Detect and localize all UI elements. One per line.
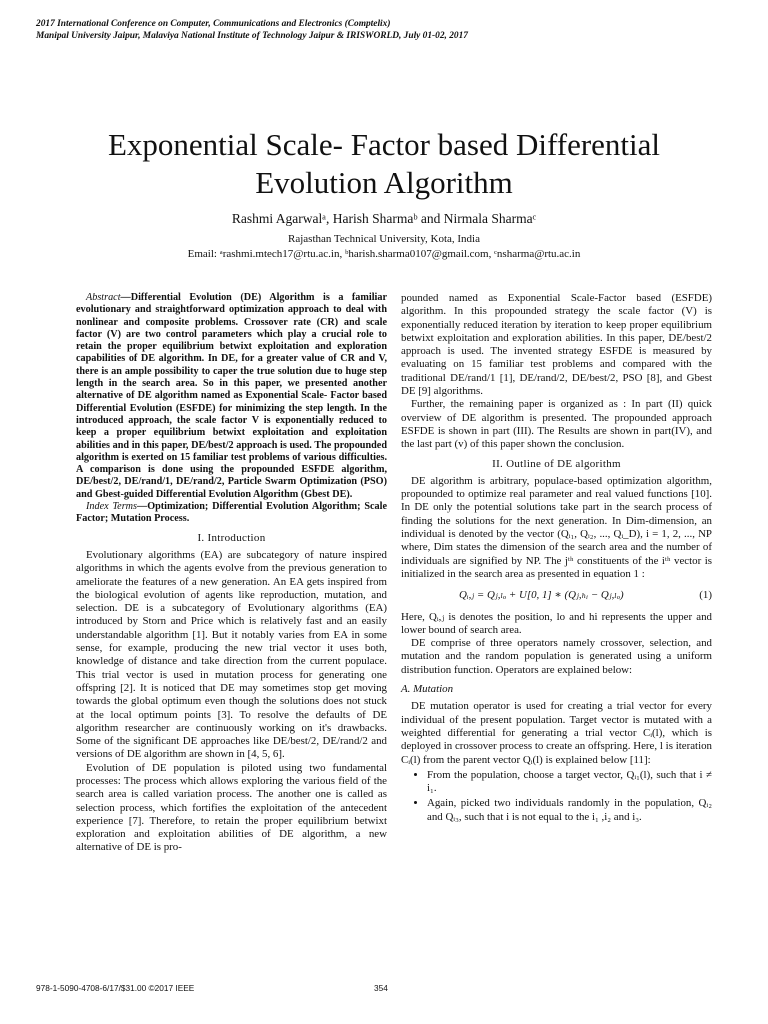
list-item: • Again, picked two individuals randomly in the population, Qᵢ₂ and Qᵢ₃, such that i is not equal to the i₁ ,i₂ and i₃. bbox=[427, 797, 712, 824]
abstract: Abstract—Differential Evolution (DE) Algorithm is a familiar evolutionary and straightforward optimization approach to deal with nonlinear and composite problems. Crossover rate (CR) and scale factor (V) are two control parameters which play a crucial role to retain the proper equilibrium betwixt exploitation and exploration capabilities of DE algorithm. In DE, for a greater value of CR and V, there is an ample possibility to caper the true solution due to huge step length in the search area. So in this paper, we presented another alternative of DE algorithm named as Exponential Scale- Factor based Differential Evolution (ESFDE) for minimizing the step length. In the introduced approach, the scale factor V is exponentially reduced to keep a proper equilibrium betwixt exploitation and exploitation abilities and in this paper, DE/best/2 approach is used. The propounded algorithm is exerted on 15 familiar test problems of various difficulties. A comparison is done using the propounded ESFDE algorithm, DE/best/2, DE/rand/1, DE/rand/2, Particle Swarm Optimization (PSO) and Gbest-guided Differential Evolution Algorithm (Gbest DE). bbox=[76, 292, 387, 500]
emails: Email: ᵃrashmi.mtech17@rtu.ac.in, ᵇharish.sharma0107@gmail.com, ᶜnsharma@rtu.ac.in bbox=[187, 248, 581, 260]
left-column bbox=[76, 292, 387, 855]
de-paragraph-2: Here, Qᵢ,ⱼ is denotes the position, lo and hi represents the upper and lower bound of search area. bbox=[401, 610, 712, 636]
copyright-footer: 978-1-5090-4708-6/17/$31.00 ©2017 IEEE bbox=[36, 983, 195, 993]
subsection-heading-mutation: A. Mutation bbox=[401, 683, 454, 696]
index-terms: Index Terms—Optimization; Differential Evolution Algorithm; Scale Factor; Mutation Process. bbox=[76, 501, 387, 525]
intro-continuation: pounded named as Exponential Scale-Factor based (ESFDE) algorithm. In this propounded strategy the scale factor (V) is exponentially reduced iteration by iteration to keep proper equilibrium betwixt exploitation and exploration abilities. In this paper, DE/best/2 approach is used. The invented strategy ESFDE is measured by evaluating on 15 familiar test problems and compared with the traditional DE/rand/1 [1], DE/rand/2, DE/best/2, PSO [8], and Gbest DE [9] algorithms. bbox=[401, 292, 712, 398]
de-paragraph-1: DE algorithm is arbitrary, populace-based optimization algorithm, propounded to optimize real parameter and real valued functions [10]. In DE only the potential solutions take part in the search process of finding the solutions for the next generation. In Dim-dimension, an individual is denoted by the vector (Qᵢ₁, Qᵢ₂, ..., Qᵢ_D), i = 1, 2, ..., NP where, Dim states the dimension of the search area and the number of individuals are signified by NP. The jᵗʰ constituents of the iᵗʰ vector is initialized in the search area as presented in equation 1 : bbox=[401, 474, 712, 580]
equation-body: Qᵢ,ⱼ = Qⱼ,ₗₒ + U[0, 1] ∗ (Qⱼ,ₕᵢ − Qⱼ,ₗₒ) bbox=[459, 589, 624, 602]
conference-header bbox=[36, 18, 468, 42]
mutation-steps-list bbox=[401, 769, 712, 824]
intro-paragraph-1: Evolutionary algorithms (EA) are subcategory of nature inspired algorithms in which the agents evolve from the previous generation to ameliorate the features of a new generation. An EA gets inspired from the biological evolution of agents like reproduction, mutation, and selection. DE is a subcategory of Evolutionary algorithms (EA) introduced by Storn and Price which is relatively fast and an easily understandable algorithm [1]. But it notably varies from EA in some sense, for example, producing the new trial vector it uses both, knowledge of distance and take direction from the current populace. This trial vector is used in mutation process for generating one offspring [2]. It is noticed that DE may sometimes stop get moving towards the global optimum even though the solutions does not stuck at the local optimum points [3]. To resolve the defaults of DE algorithm researcher are continuously working on it's drawbacks. Some of the significant DE approaches like DE/best/2, DE/rand/2 and versions of DE algorithm are shown in [4, 5, 6]. bbox=[76, 548, 387, 761]
intro-paragraph-2: Evolution of DE population is piloted using two fundamental processes: The process which allows exploring the various field of the search area is called variation process. The another one is called as selection process, which fortifies the exploitation of the antecedent experience [7]. Therefore, to retain the proper equilibrium betwixt exploration and exploitation abilities of DE algorithm, a new alternative of DE is pro- bbox=[76, 761, 387, 854]
conference-venue: Manipal University Jaipur, Malaviya National Institute of Technology Jaipur & IRISWORLD, July 01-02, 2017 bbox=[36, 31, 468, 41]
mutation-paragraph: DE mutation operator is used for creating a trial vector for every individual of the present population. Target vector is mutated with a weighted differential for generating a trial vector Cᵢ(l), which is deployed in crossover process to create an offspring. Here, l is iteration Cᵢ(l) from the parent vector Qᵢ(l) is explained below [11]: bbox=[401, 700, 712, 766]
de-paragraph-3: DE comprise of three operators namely crossover, selection, and mutation and the random population is generated using a uniform distribution function. Operators are explained below: bbox=[401, 637, 712, 676]
section-heading-introduction: I. Introduction bbox=[197, 531, 266, 544]
right-column bbox=[401, 292, 712, 826]
list-item: • From the population, choose a target vector, Qᵢ₁(l), such that i ≠ i₁. bbox=[427, 769, 712, 796]
page-number: 354 bbox=[374, 983, 388, 993]
equation-1 bbox=[401, 581, 712, 610]
paper-title: Exponential Scale- Factor based Differential Evolution Algorithm bbox=[107, 127, 661, 200]
authors: Rashmi Agarwalᵃ, Harish Sharmaᵇ and Nirmala Sharmaᶜ bbox=[231, 211, 537, 226]
affiliation: Rajasthan Technical University, Kota, India bbox=[288, 233, 480, 245]
organization-paragraph: Further, the remaining paper is organized as : In part (II) quick overview of DE algorithm is presented. The propounded approach ESFDE is shown in part (III). The Results are shown in part(IV), and the last part (v) of this paper shown the conclusion. bbox=[401, 398, 712, 451]
equation-number: (1) bbox=[699, 589, 712, 602]
conference-name: 2017 International Conference on Computer, Communications and Electronics (Comptelix) bbox=[36, 19, 391, 29]
section-heading-outline: II. Outline of DE algorithm bbox=[492, 457, 621, 470]
